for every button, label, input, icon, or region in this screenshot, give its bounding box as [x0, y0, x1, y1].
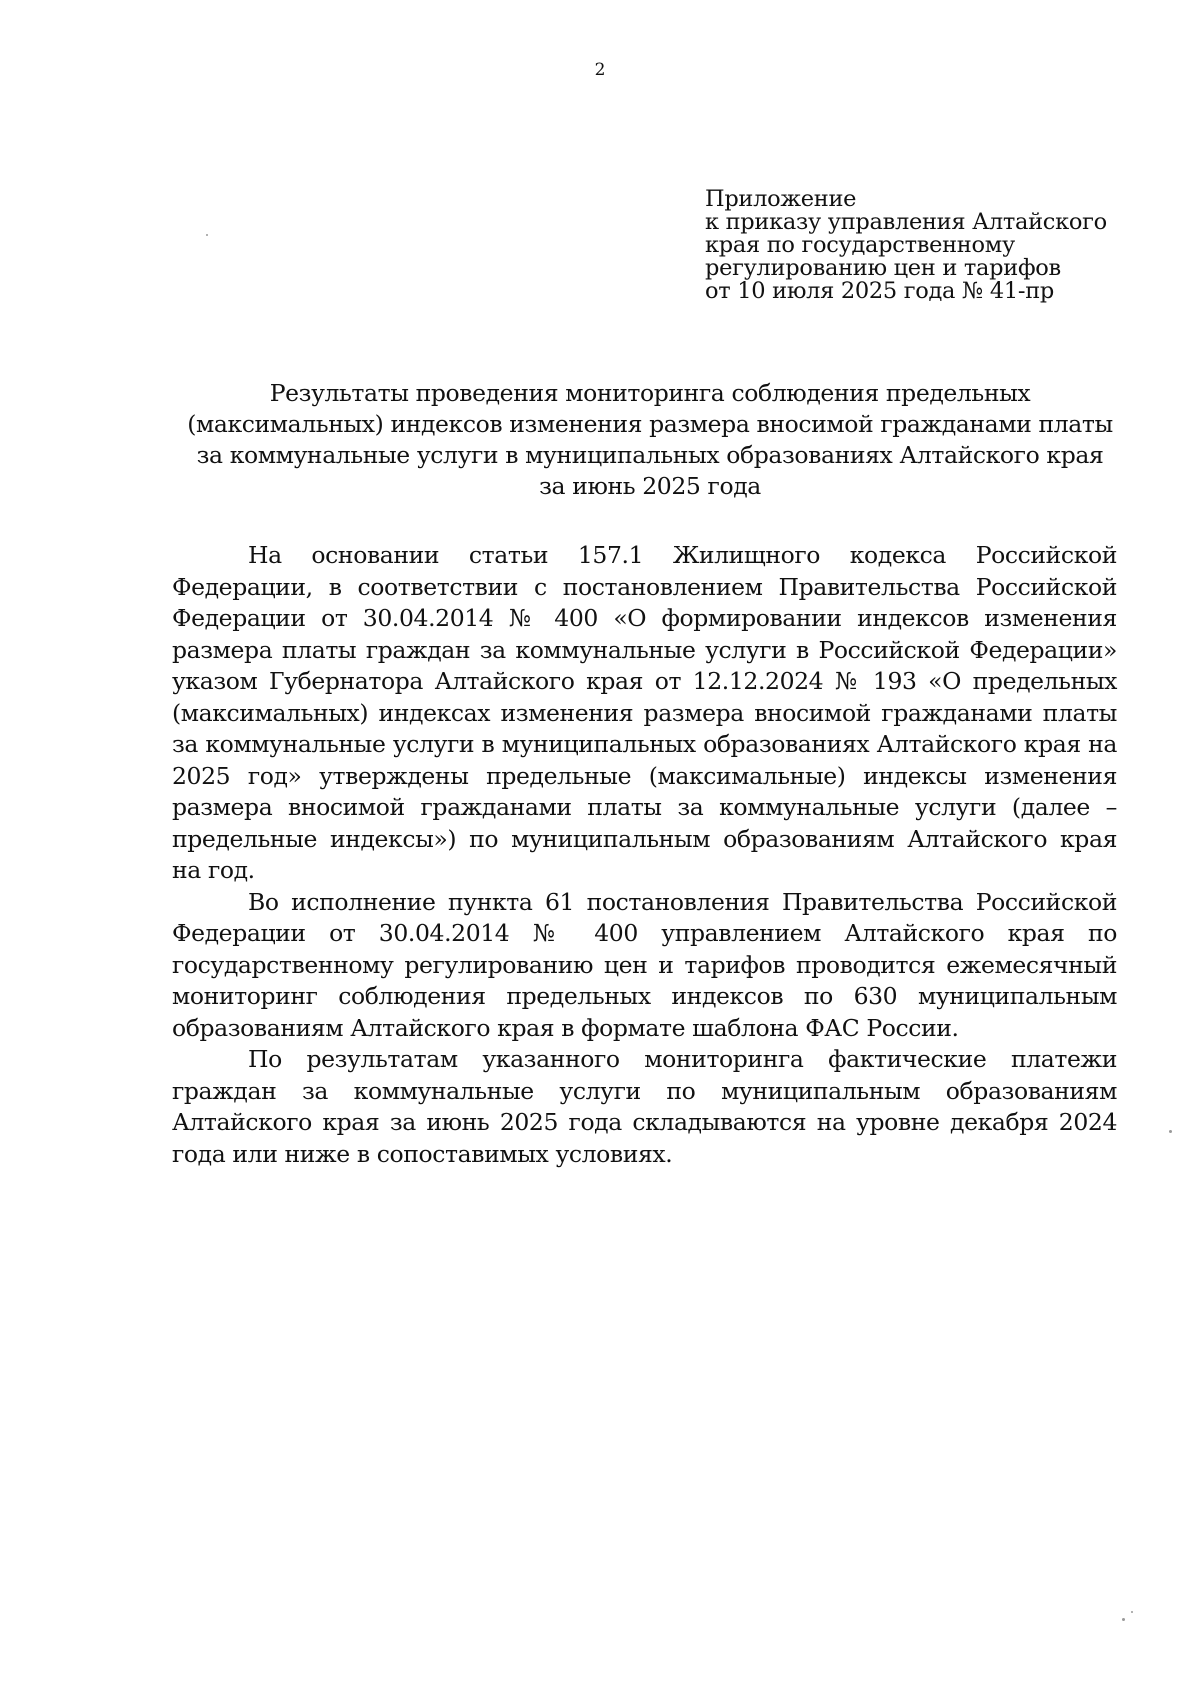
appendix-block	[705, 188, 1175, 303]
results-paragraph: По результатам указанного мониторинга фактические платежи граждан за коммунальные услуги по муниципальным образованиям Алтайского края за июнь 2025 года складываются на уровне декабря 2024 года или ниже в сопоставимых условиях.	[172, 1045, 1117, 1168]
page-number: 2	[594, 60, 606, 80]
title-line: Результаты проведения мониторинга соблюдения предельных	[269, 379, 1031, 407]
scan-speck	[206, 234, 208, 236]
appendix-heading: Приложение	[705, 186, 857, 212]
document-title	[150, 378, 1150, 502]
appendix-agency-line: регулированию цен и тарифов	[705, 255, 1061, 281]
scan-speck	[1131, 1611, 1133, 1613]
appendix-order-line: к приказу управления Алтайского	[705, 209, 1107, 235]
title-line: (максимальных) индексов изменения размера вносимой гражданами платы	[187, 410, 1113, 438]
monitoring-paragraph: Во исполнение пункта 61 постановления Правительства Российской Федерации от 30.04.2014 № 400 управлением Алтайского края по государственному регулированию цен и тарифов проводится ежемесячный мониторинг соблюдения предельных индексов по 630 муниципальным образованиям Алтайского края в формате шаблона ФАС России.	[172, 887, 1117, 1042]
scan-speck	[1169, 1130, 1172, 1133]
appendix-date-number: от 10 июля 2025 года № 41-пр	[705, 278, 1054, 304]
legal-basis-paragraph: На основании статьи 157.1 Жилищного кодекса Российской Федерации, в соответствии с постановлением Правительства Российской Федерации от 30.04.2014 № 400 «О формировании индексов изменения размера платы граждан за коммунальные услуги в Российской Федерации» указом Губернатора Алтайского края от 12.12.2024 № 193 «О предельных (максимальных) индексах изменения размера вносимой гражданами платы за коммунальные услуги в муниципальных образованиях Алтайского края на 2025 год» утверждены предельные (максимальные) индексы изменения размера вносимой гражданами платы за коммунальные услуги (далее – предельные индексы») по муниципальным образованиям Алтайского края на год.	[172, 541, 1117, 884]
scan-speck	[1122, 1618, 1125, 1621]
title-line: за коммунальные услуги в муниципальных образованиях Алтайского края	[196, 441, 1104, 469]
document-body	[172, 540, 1117, 1170]
title-line: за июнь 2025 года	[539, 472, 761, 500]
appendix-agency-line: края по государственному	[705, 232, 1015, 258]
